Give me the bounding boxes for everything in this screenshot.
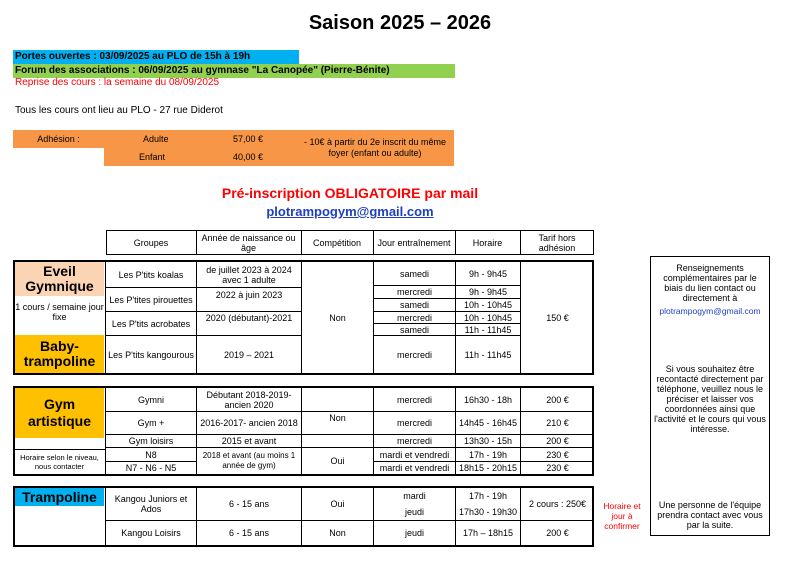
- eveil-slot-horaire: 11h - 11h45: [464, 349, 512, 360]
- trampoline-title: Trampoline: [15, 488, 104, 506]
- gym-row-jour: mardi et vendredi: [379, 449, 450, 460]
- gym-row-tarif: 210 €: [546, 418, 569, 428]
- adhesion-enfant: Enfant: [139, 152, 166, 162]
- gym-row-horaire: 18h15 - 20h15: [458, 463, 518, 473]
- eveil-group-name: Les P'tits acrobates: [111, 318, 191, 329]
- trampoline-row-comp: Non: [329, 528, 346, 538]
- side-p1: Renseignements complémentaires par le biais du lien contact ou directement à: [663, 263, 757, 303]
- trampoline-row-horaire: 17h - 19h: [468, 491, 508, 501]
- preinscription-text: Pré-inscription OBLIGATOIRE par mail: [221, 185, 479, 201]
- eveil-slot-horaire: 10h - 10h45: [463, 312, 513, 323]
- gym-comp-non: Non: [329, 412, 346, 423]
- adhesion-label: Adhésion :: [13, 130, 104, 148]
- header-jour: Jour entraînement: [377, 237, 451, 248]
- eveil-slot-jour: samedi: [399, 324, 429, 335]
- gym-row-annee: 2016-2017- ancien 2018: [200, 418, 298, 428]
- page-title: Saison 2025 – 2026: [308, 12, 492, 34]
- trampoline-row-tarif: 200 €: [546, 528, 569, 538]
- adhesion-adulte-price: 57,00 €: [233, 134, 264, 144]
- gym-row-jour: mercredi: [396, 418, 432, 428]
- gym-row-horaire: 16h30 - 18h: [463, 394, 513, 405]
- adhesion-note: - 10€ à partir du 2e inscrit du même foyer (enfant ou adulte): [296, 130, 454, 166]
- eveil-slot-horaire: 9h - 9h45: [468, 287, 508, 297]
- header-groupes: Groupes: [133, 237, 169, 248]
- trampoline-row-jour: jeudi: [404, 507, 424, 517]
- eveil-slot-jour: samedi: [399, 268, 429, 279]
- trampoline-row-annee: 6 - 15 ans: [228, 499, 270, 509]
- trampoline-row-annee: 6 - 15 ans: [228, 528, 270, 538]
- trampoline-row-horaire: 17h – 18h15: [462, 528, 514, 538]
- side-email[interactable]: plotrampogym@gmail.com: [659, 306, 761, 316]
- trampoline-row-jour: jeudi: [404, 528, 424, 538]
- lieu-cours: Tous les cours ont lieu au PLO - 27 rue Diderot: [15, 105, 223, 116]
- gym-row-tarif: 230 €: [546, 463, 569, 473]
- eveil-competition: Non: [329, 312, 346, 323]
- gym-row-name: N8: [145, 449, 157, 460]
- eveil-slot-jour: mercredi: [396, 349, 432, 360]
- header-tarif: Tarif hors adhésion: [538, 232, 576, 253]
- side-p3: Une personne de l'équipe prendra contact avec vous par la suite.: [657, 500, 763, 530]
- header-horaire: Horaire: [472, 237, 503, 248]
- adhesion-adulte-row: [104, 130, 296, 148]
- eveil-tarif: 150 €: [546, 312, 569, 323]
- eveil-slot-horaire: 9h - 9h45: [468, 268, 508, 279]
- trampoline-row-tarif: 2 cours : 250€: [528, 499, 587, 509]
- gym-row-jour: mercredi: [396, 436, 432, 446]
- gym-row-name: Gym +: [137, 418, 165, 428]
- trampoline-row-comp: Oui: [330, 499, 345, 509]
- portes-ouvertes: Portes ouvertes : 03/09/2025 au PLO de 15h à 19h: [13, 50, 299, 64]
- eveil-slot-jour: mercredi: [396, 287, 432, 297]
- gym-row-tarif: 200 €: [546, 436, 569, 446]
- adhesion-adulte: Adulte: [143, 134, 169, 144]
- gym-title: Gym artistique: [15, 388, 104, 438]
- eveil-slot-jour: mercredi: [396, 312, 432, 323]
- gym-row-jour: mardi et vendredi: [379, 463, 450, 473]
- gym-sub: Horaire selon le niveau, nous contacter: [20, 453, 99, 471]
- trampoline-note: Horaire et jour à confirmer: [603, 501, 641, 531]
- eveil-group-name: Les P'tits kangourous: [108, 349, 194, 360]
- header-competition: Compétition: [312, 237, 362, 248]
- eveil-group-annee: 2020 (débutant)-2021: [205, 313, 293, 323]
- preinscription-email[interactable]: plotrampogym@gmail.com: [266, 204, 434, 219]
- gym-row-jour: mercredi: [396, 394, 432, 405]
- baby-title: Baby-trampoline: [15, 335, 104, 373]
- adhesion-enfant-row: [104, 148, 296, 166]
- eveil-group-annee: de juillet 2023 à 2024 avec 1 adulte: [206, 264, 292, 285]
- eveil-title: Eveil Gymnique: [15, 262, 104, 296]
- eveil-group-name: Les P'tites pirouettes: [109, 294, 193, 305]
- adhesion-enfant-price: 40,00 €: [233, 152, 264, 162]
- eveil-sub: 1 cours / semaine jour fixe: [15, 302, 104, 322]
- side-p2: Si vous souhaitez être recontacté directement par téléphone, veuillez nous le préciser et laisser vos coordonnées ainsi que l'activité et le cours qui vous intéresse.: [654, 364, 766, 434]
- gym-row-horaire: 13h30 - 15h: [463, 436, 513, 446]
- gym-comp-oui: Oui: [330, 456, 345, 466]
- eveil-group-annee: 2019 – 2021: [223, 349, 275, 360]
- header-annee: Année de naissance ou âge: [201, 232, 296, 253]
- gym-row-name: Gymni: [137, 394, 164, 405]
- trampoline-row-horaire: 17h30 - 19h30: [458, 507, 518, 517]
- gym-row-annee: Débutant 2018-2019-ancien 2020: [206, 389, 292, 410]
- trampoline-row-name: Kangou Juniors et Ados: [114, 494, 188, 514]
- gym-row-horaire: 17h - 19h: [468, 449, 508, 460]
- eveil-slot-jour: samedi: [399, 300, 429, 310]
- gym-row-tarif: 230 €: [546, 449, 569, 460]
- eveil-group-name: Les P'tits koalas: [118, 269, 184, 280]
- gym-row-annee: 2018 et avant (au moins 1 année de gym): [202, 451, 296, 470]
- forum-associations: Forum des associations : 06/09/2025 au gymnase "La Canopée" (Pierre-Bénite): [13, 64, 455, 78]
- gym-row-name: Gym loisirs: [128, 436, 174, 446]
- trampoline-row-jour: mardi: [403, 491, 426, 501]
- gym-row-tarif: 200 €: [546, 394, 569, 405]
- eveil-slot-horaire: 10h - 10h45: [463, 300, 513, 310]
- gym-row-annee: 2015 et avant: [221, 436, 277, 446]
- gym-row-name: N7 - N6 - N5: [125, 463, 177, 473]
- eveil-group-annee: 2022 à juin 2023: [215, 290, 283, 300]
- eveil-slot-horaire: 11h - 11h45: [464, 324, 512, 335]
- trampoline-row-name: Kangou Loisirs: [121, 528, 181, 538]
- gym-row-horaire: 14h45 - 16h45: [458, 418, 518, 428]
- reprise-cours: Reprise des cours : la semaine du 08/09/2025: [15, 77, 220, 88]
